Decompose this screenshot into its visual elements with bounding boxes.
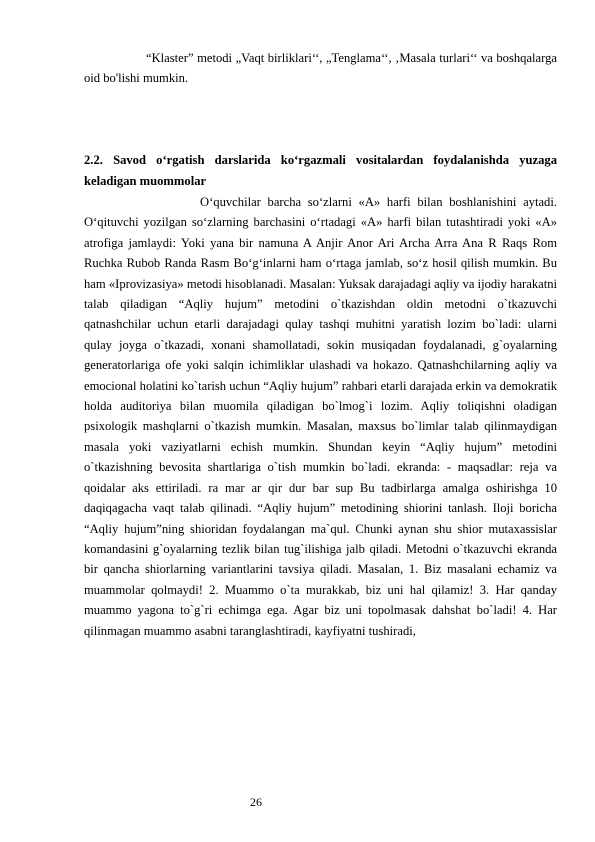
section-heading: 2.2. Savod o‘rgatish darslarida ko‘rgazmali vositalardan foydalanishda yuzaga keladigan muommolar: [84, 153, 557, 188]
intro-paragraph: “Klaster” metodi „Vaqt birliklari‘‘, „Tenglama‘‘, ‚Masala turlari‘‘ va boshqalarga oid bo'lishi mumkin.: [84, 51, 557, 86]
body-paragraph: O‘quvchilar barcha so‘zlarni «A» harfi bilan boshlanishini aytadi. O‘qituvchi yozilgan so‘zlarning barchasini o‘rtadagi «A» harfi bilan tutashtiradi yoki «A» atrofiga jamlaydi: Yoki yana bir namuna A Anjir Anor Ari Archa Arra Ana R Raqs Rom Ruchka Rubob Randa Rasm Bo‘g‘inlarni ham o‘rtaga jamlab, so‘z hosil qilish mumkin. Bu ham «Iprovizasiya» metodi hisoblanadi. Masalan: Yuksak darajadagi aqliy va ijodiy harakatni talab qiladigan “Aqliy hujum” metodini o`tkazishdan oldin metodni o`tkazuvchi qatnashchilar uchun etarli darajadagi qulay tashqi muhitni yaratish lozim bo`ladi: ularni qulay joyga o`tkazadi, xonani shamollatadi, sokin musiqadan foydalanadi, g`oyalarning generatorlariga ofe yoki salqin ichimliklar ulashadi va hokazo. Qatnashchilarning aqliy va emocional holatini ko`tarish uchun “Aqliy hujum” rahbari etarli darajada erkin va demokratik holda auditoriya bilan muomila qiladigan bo`lmog`i lozim. Aqliy toliqishni oladigan psixologik mashqlarni o`tkazish mumkin. Masalan, maxsus bo`limlar talab qilinmaydigan masala yoki vaziyatlarni echish mumkin. Shundan keyin “Aqliy hujum” metodini o`tkazishning bevosita shartlariga o`tish mumkin bo`ladi. ekranda: - maqsadlar: reja va qoidalar aks ettiriladi. ra mar ar qir dur bar sup Bu tadbirlarga amalga oshirishga 10 daqiqagacha vaqt talab qilinadi. “Aqliy hujum” metodining shiorini tanlash. Iloji boricha “Aqliy hujum”ning shioridan foydalangan ma`qul. Chunki aynan shu shior mutaxassislar komandasini g`oyalarning tezlik bilan tug`ilishiga jalb qiladi. Metodni o`tkazuvchi ekranda bir qancha shiorlarning variantlarini tavsiya qiladi. Masalan, 1. Biz masalani echamiz va muammolar qolmaydi! 2. Muammo o`ta murakkab, biz uni hal qilamiz! 3. Har qanday muammo yagona to`g`ri echimga ega. Agar biz uni topolmasak dahshat bo`ladi! 4. Har qilinmagan muammo asabni taranglashtiradi, kayfiyatni tushiradi,: [84, 195, 557, 638]
page-number: 26: [250, 795, 262, 809]
